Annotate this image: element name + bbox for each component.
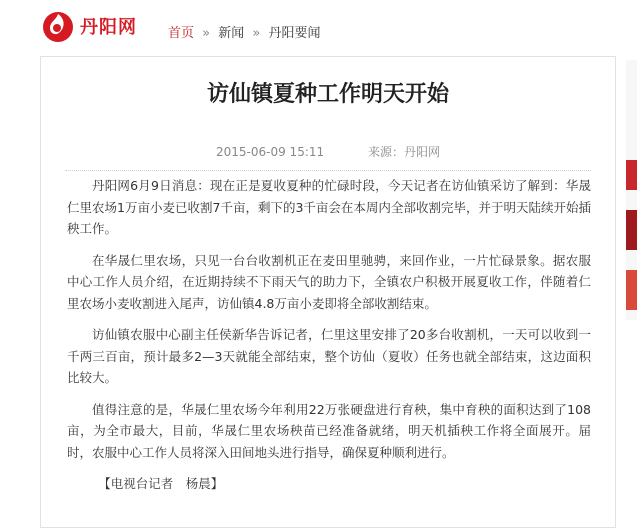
ad-graphic bbox=[626, 270, 637, 310]
article-source: 丹阳网 bbox=[403, 145, 440, 159]
logo-text: 丹阳网 bbox=[80, 17, 137, 38]
logo-icon bbox=[40, 8, 76, 44]
breadcrumb-news-link[interactable]: 新闻 bbox=[218, 26, 245, 41]
article-body bbox=[67, 169, 591, 505]
article-credit: 【电视台记者 杨晨】 bbox=[98, 476, 224, 491]
breadcrumb-separator: » bbox=[202, 26, 211, 41]
ad-graphic bbox=[626, 210, 637, 250]
article-title: 访仙镇夏种工作明天开始 bbox=[206, 81, 449, 107]
article-paragraph: 访仙镇农服中心副主任侯新华告诉记者，仁里这里安排了20多台收割机，一天可以收到一千两三百亩，预计最多2—3天就能全部结束，整个访仙（夏收）任务也就全部结束，这边面积比较大。 bbox=[67, 327, 591, 385]
article-source-label: 来源： bbox=[367, 145, 404, 159]
article-paragraph: 在华晟仁里农场，只见一台台收割机正在麦田里驰骋，来回作业，一片忙碌景象。据农服中心工作人员介绍，在近期持续不下雨天气的助力下，全镇农户积极开展夏收工作，伴随着仁里农场小麦收割进入尾声，访仙镇4.8万亩小麦即将全部收割结束。 bbox=[67, 252, 591, 311]
article-paragraph: 值得注意的是，华晟仁里农场今年利用22万张硬盘进行育秧，集中育秧的面积达到了108亩，为全市最大，目前，华晟仁里农场秧苗已经准备就绪，明天机插秧工作将全面展开。届时，农服中心工作人员将深入田间地头进行指导，确保夏种顺利进行。 bbox=[67, 401, 591, 460]
article-date: 2015-06-09 15:11 bbox=[216, 145, 325, 159]
site-logo[interactable] bbox=[40, 6, 160, 46]
ad-graphic bbox=[626, 160, 637, 190]
article-paragraph: 丹阳网6月9日消息：现在正是夏收夏种的忙碌时段，今天记者在访仙镇采访了解到：华晟仁里农场1万亩小麦已收割7千亩，剩下的3千亩会在本周内全部收割完毕，并于明天陆续开始插秧工作。 bbox=[67, 178, 591, 236]
breadcrumb bbox=[168, 22, 321, 41]
article-container bbox=[40, 56, 616, 528]
article-meta bbox=[41, 143, 615, 160]
breadcrumb-separator: » bbox=[252, 26, 261, 41]
breadcrumb-local-news-link[interactable]: 丹阳要闻 bbox=[268, 26, 321, 41]
breadcrumb-home-link[interactable]: 首页 bbox=[168, 26, 195, 41]
side-banner-ad[interactable] bbox=[626, 60, 637, 320]
site-header bbox=[0, 0, 637, 60]
